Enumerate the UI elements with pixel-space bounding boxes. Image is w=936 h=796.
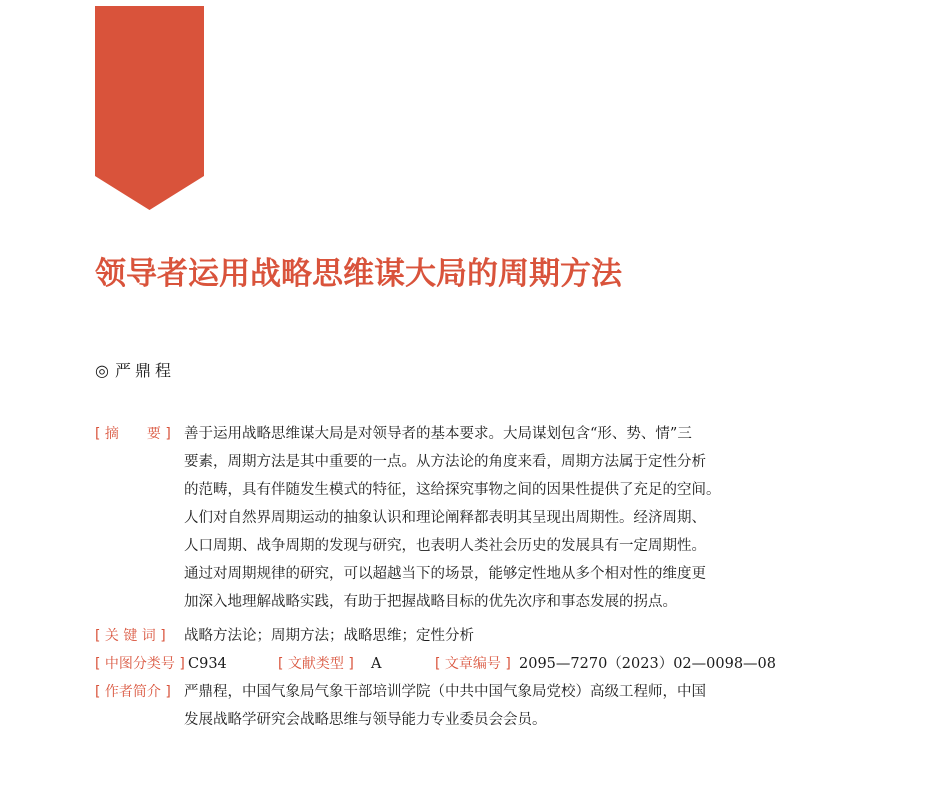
abstract-label: [ 摘 要 ]: [95, 426, 171, 442]
article-no-label: [ 文章编号 ]: [435, 656, 511, 672]
keywords-text: 战略方法论；周期方法；战略思维；定性分析: [184, 628, 474, 644]
author-bio-label: [ 作者简介 ]: [95, 684, 171, 700]
keywords-label: [ 关 键 词 ]: [95, 628, 166, 644]
author-bio-line: 严鼎程，中国气象局气象干部培训学院（中共中国气象局党校）高级工程师，中国: [184, 684, 706, 700]
author-mark-icon: ◎: [95, 361, 109, 380]
clc-value: C934: [188, 656, 227, 672]
doc-type-value: A: [371, 656, 382, 672]
author-bio-line: 发展战略学研究会战略思维与领导能力专业委员会会员。: [184, 712, 547, 728]
abstract-line: 的范畴，具有伴随发生模式的特征，这给探究事物之间的因果性提供了充足的空间。: [184, 482, 721, 498]
author-name: 严鼎程: [114, 361, 175, 380]
clc-label: [ 中图分类号 ]: [95, 656, 185, 672]
abstract-text: [184, 420, 834, 616]
author-bio-text: [184, 678, 834, 734]
abstract-line: 善于运用战略思维谋大局是对领导者的基本要求。大局谋划包含“形、势、情”三: [184, 426, 692, 442]
doc-type-label: [ 文献类型 ]: [278, 656, 354, 672]
author-line: [95, 360, 175, 382]
abstract-line: 人口周期、战争周期的发现与研究，也表明人类社会历史的发展具有一定周期性。: [184, 538, 706, 554]
abstract-line: 人们对自然界周期运动的抽象认识和理论阐释都表明其呈现出周期性。经济周期、: [184, 510, 706, 526]
abstract-line: 要素，周期方法是其中重要的一点。从方法论的角度来看，周期方法属于定性分析: [184, 454, 706, 470]
abstract-line: 通过对周期规律的研究，可以超越当下的场景，能够定性地从多个相对性的维度更: [184, 566, 706, 582]
abstract-line: 加深入地理解战略实践，有助于把握战略目标的优先次序和事态发展的拐点。: [184, 594, 677, 610]
ribbon-shape: [95, 6, 204, 210]
article-no-value: 2095—7270（2023）02—0098—08: [519, 656, 777, 672]
bookmark-ribbon: [95, 6, 204, 210]
article-title: 领导者运用战略思维谋大局的周期方法: [95, 256, 622, 292]
